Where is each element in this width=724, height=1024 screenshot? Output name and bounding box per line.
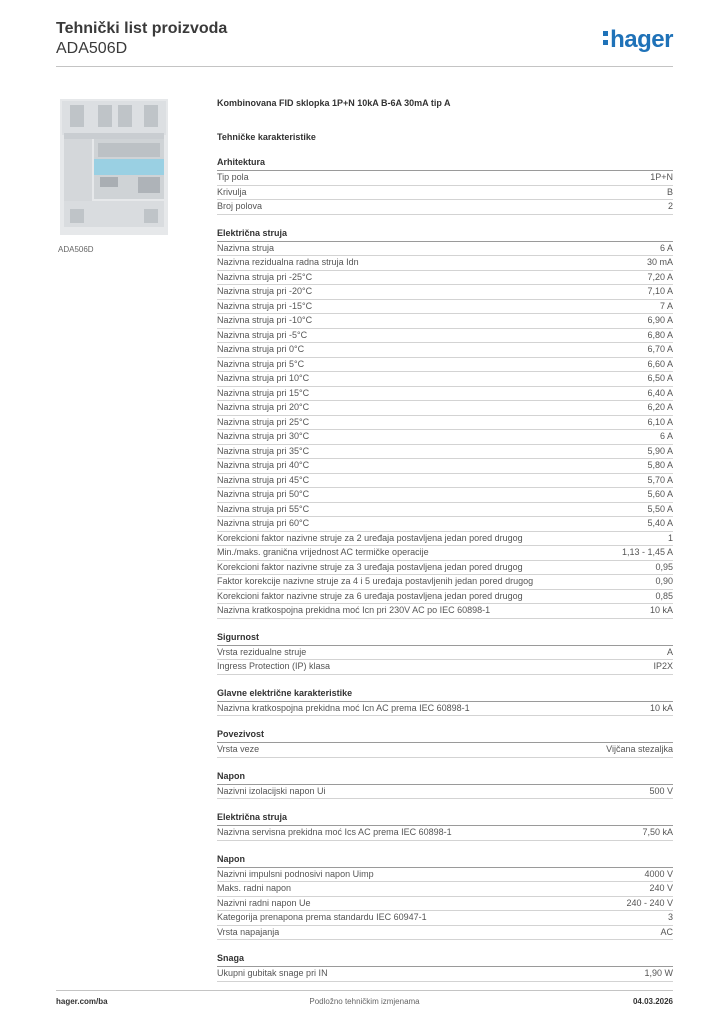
spec-label: Nazivna struja pri 60°C bbox=[217, 518, 310, 528]
spec-sections bbox=[217, 155, 673, 982]
spec-value: 1,90 W bbox=[644, 968, 673, 978]
spec-value: 7,10 A bbox=[647, 286, 673, 296]
spec-row bbox=[217, 660, 673, 675]
spec-label: Nazivna struja pri -25°C bbox=[217, 271, 313, 282]
spec-value: 6 A bbox=[659, 431, 673, 441]
spec-section bbox=[217, 769, 673, 800]
spec-value: B bbox=[666, 186, 673, 197]
spec-label: Nazivna struja bbox=[217, 242, 275, 253]
spec-row bbox=[217, 702, 673, 717]
spec-row bbox=[217, 401, 673, 416]
spec-row bbox=[217, 926, 673, 941]
spec-row bbox=[217, 590, 673, 605]
spec-label: Korekcioni faktor nazivne struje za 3 uređaja postavljena jedan pored drugog bbox=[217, 561, 523, 572]
spec-label: Ukupni gubitak snage pri IN bbox=[217, 968, 328, 978]
document-title: Tehnički list proizvoda bbox=[56, 20, 228, 37]
footer-website[interactable]: hager.com/ba bbox=[56, 997, 108, 1006]
spec-row bbox=[217, 474, 673, 489]
spec-label: Maks. radni napon bbox=[217, 883, 292, 893]
tech-section-title: Tehničke karakteristike bbox=[217, 132, 316, 142]
spec-row bbox=[217, 826, 673, 841]
spec-value: 5,40 A bbox=[647, 518, 673, 528]
spec-value: 0,90 bbox=[655, 576, 673, 586]
spec-label: Vrsta rezidualne struje bbox=[217, 646, 307, 657]
spec-label: Kategorija prenapona prema standardu IEC 60947-1 bbox=[217, 912, 427, 922]
spec-label: Krivulja bbox=[217, 186, 247, 197]
footer-divider bbox=[56, 990, 673, 991]
spec-value: 7 A bbox=[659, 300, 673, 311]
footer-note: Podložno tehničkim izmjenama bbox=[309, 997, 420, 1006]
product-code: ADA506D bbox=[56, 40, 128, 57]
spec-row bbox=[217, 532, 673, 547]
spec-value: 6,10 A bbox=[647, 416, 673, 427]
spec-label: Nazivni izolacijski napon Ui bbox=[217, 785, 326, 796]
section-title: Električna struja bbox=[217, 810, 673, 826]
spec-value: 3 bbox=[667, 912, 673, 922]
spec-row bbox=[217, 343, 673, 358]
logo-dots-icon bbox=[603, 31, 608, 45]
spec-label: Nazivna struja pri -20°C bbox=[217, 286, 313, 296]
spec-row bbox=[217, 358, 673, 373]
spec-label: Nazivna struja pri -15°C bbox=[217, 300, 313, 311]
page-header bbox=[56, 20, 673, 68]
spec-label: Nazivna struja pri 35°C bbox=[217, 445, 310, 456]
spec-value: 10 kA bbox=[649, 702, 673, 713]
spec-value: 0,95 bbox=[655, 561, 673, 572]
spec-value: 5,90 A bbox=[647, 445, 673, 456]
spec-label: Nazivna rezidualna radna struja Idn bbox=[217, 257, 359, 267]
spec-value: 5,50 A bbox=[647, 503, 673, 514]
spec-content bbox=[217, 96, 673, 982]
spec-value: Vijčana stezaljka bbox=[606, 744, 673, 754]
section-title: Napon bbox=[217, 769, 673, 785]
spec-row bbox=[217, 416, 673, 431]
spec-section bbox=[217, 686, 673, 717]
spec-section bbox=[217, 727, 673, 758]
spec-row bbox=[217, 897, 673, 912]
spec-label: Nazivna struja pri 25°C bbox=[217, 416, 310, 427]
spec-label: Faktor korekcije nazivne struje za 4 i 5 uređaja postavljenih jedan pored drugog bbox=[217, 576, 534, 586]
spec-row bbox=[217, 911, 673, 926]
spec-label: Nazivna kratkospojna prekidna moć Icn pri 230V AC po IEC 60898-1 bbox=[217, 605, 491, 615]
section-title: Sigurnost bbox=[217, 630, 673, 646]
spec-label: Nazivna struja pri 10°C bbox=[217, 373, 310, 383]
spec-label: Nazivna struja pri 50°C bbox=[217, 489, 310, 499]
section-title: Snaga bbox=[217, 951, 673, 967]
product-image bbox=[58, 97, 170, 237]
spec-value: A bbox=[666, 646, 673, 657]
spec-value: 5,60 A bbox=[647, 489, 673, 499]
spec-value: 6,20 A bbox=[647, 402, 673, 412]
spec-row bbox=[217, 314, 673, 329]
spec-row bbox=[217, 868, 673, 883]
logo-text: hager bbox=[610, 26, 673, 53]
spec-label: Nazivna struja pri 40°C bbox=[217, 460, 310, 470]
header-divider bbox=[56, 66, 673, 67]
spec-label: Nazivna struja pri -10°C bbox=[217, 315, 313, 325]
spec-row bbox=[217, 546, 673, 561]
spec-value: 6 A bbox=[659, 242, 673, 253]
spec-label: Nazivni impulsni podnosivi napon Uimp bbox=[217, 868, 374, 879]
spec-row bbox=[217, 488, 673, 503]
spec-row bbox=[217, 285, 673, 300]
spec-value: 240 V bbox=[649, 883, 673, 893]
section-title: Povezivost bbox=[217, 727, 673, 743]
spec-label: Nazivna struja pri 0°C bbox=[217, 344, 305, 354]
spec-value: 10 kA bbox=[649, 605, 673, 615]
spec-label: Nazivna struja pri 45°C bbox=[217, 474, 310, 485]
spec-label: Vrsta napajanja bbox=[217, 926, 280, 937]
section-title: Glavne električne karakteristike bbox=[217, 686, 673, 702]
spec-section bbox=[217, 630, 673, 675]
spec-row bbox=[217, 445, 673, 460]
spec-value: 1 bbox=[667, 532, 673, 543]
brand-logo bbox=[603, 26, 673, 54]
spec-row bbox=[217, 300, 673, 315]
spec-row bbox=[217, 200, 673, 215]
spec-value: 6,70 A bbox=[647, 344, 673, 354]
spec-label: Nazivna struja pri 20°C bbox=[217, 402, 310, 412]
spec-row bbox=[217, 743, 673, 758]
spec-value: 2 bbox=[667, 201, 673, 211]
spec-value: 4000 V bbox=[644, 868, 673, 879]
spec-value: 1,13 - 1,45 A bbox=[621, 547, 673, 557]
section-title: Električna struja bbox=[217, 226, 673, 242]
spec-row bbox=[217, 387, 673, 402]
spec-label: Nazivna kratkospojna prekidna moć Icn AC prema IEC 60898-1 bbox=[217, 702, 470, 713]
spec-row bbox=[217, 186, 673, 201]
spec-value: 6,40 A bbox=[647, 387, 673, 398]
spec-label: Nazivna struja pri 55°C bbox=[217, 503, 310, 514]
spec-value: 30 mA bbox=[646, 257, 673, 267]
spec-value: 5,70 A bbox=[647, 474, 673, 485]
spec-row bbox=[217, 575, 673, 590]
spec-section bbox=[217, 810, 673, 841]
spec-row bbox=[217, 430, 673, 445]
spec-label: Vrsta veze bbox=[217, 744, 260, 754]
section-title: Napon bbox=[217, 852, 673, 868]
spec-row bbox=[217, 242, 673, 257]
spec-row bbox=[217, 561, 673, 576]
spec-label: Broj polova bbox=[217, 201, 263, 211]
breaker-icon bbox=[58, 97, 170, 237]
page-footer bbox=[56, 997, 673, 1011]
spec-value: 1P+N bbox=[650, 172, 673, 182]
spec-label: Tip pola bbox=[217, 172, 249, 182]
footer-date: 04.03.2026 bbox=[632, 997, 673, 1006]
spec-row bbox=[217, 256, 673, 271]
spec-section bbox=[217, 951, 673, 982]
spec-value: IP2X bbox=[653, 661, 673, 671]
spec-label: Korekcioni faktor nazivne struje za 2 uređaja postavljena jedan pored drugog bbox=[217, 532, 523, 543]
image-caption: ADA506D bbox=[58, 245, 94, 254]
spec-row bbox=[217, 372, 673, 387]
spec-row bbox=[217, 329, 673, 344]
spec-value: 6,60 A bbox=[647, 358, 673, 369]
spec-label: Nazivni radni napon Ue bbox=[217, 897, 311, 908]
spec-value: 6,80 A bbox=[647, 329, 673, 340]
spec-row bbox=[217, 517, 673, 532]
section-title: Arhitektura bbox=[217, 155, 673, 171]
product-name: Kombinovana FID sklopka 1P+N 10kA B-6A 30mA tip A bbox=[217, 98, 451, 108]
spec-row bbox=[217, 271, 673, 286]
spec-value: 7,20 A bbox=[647, 271, 673, 282]
spec-section bbox=[217, 155, 673, 215]
spec-row bbox=[217, 646, 673, 661]
spec-label: Nazivna struja pri 15°C bbox=[217, 387, 310, 398]
spec-row bbox=[217, 503, 673, 518]
spec-label: Nazivna struja pri -5°C bbox=[217, 329, 308, 340]
spec-label: Nazivna struja pri 5°C bbox=[217, 358, 305, 369]
spec-row bbox=[217, 459, 673, 474]
spec-row bbox=[217, 785, 673, 800]
spec-label: Nazivna struja pri 30°C bbox=[217, 431, 310, 441]
spec-label: Nazivna servisna prekidna moć Ics AC prema IEC 60898-1 bbox=[217, 827, 452, 837]
spec-label: Korekcioni faktor nazivne struje za 6 uređaja postavljena jedan pored drugog bbox=[217, 590, 523, 601]
spec-value: AC bbox=[660, 926, 673, 937]
spec-label: Min./maks. granična vrijednost AC termičke operacije bbox=[217, 547, 429, 557]
spec-value: 240 - 240 V bbox=[626, 897, 673, 908]
spec-row bbox=[217, 604, 673, 619]
spec-value: 7,50 kA bbox=[642, 827, 673, 837]
spec-section bbox=[217, 226, 673, 619]
spec-value: 0,85 bbox=[655, 590, 673, 601]
spec-row bbox=[217, 882, 673, 897]
spec-value: 5,80 A bbox=[647, 460, 673, 470]
spec-label: Ingress Protection (IP) klasa bbox=[217, 661, 331, 671]
spec-value: 500 V bbox=[649, 785, 673, 796]
spec-row bbox=[217, 171, 673, 186]
spec-value: 6,90 A bbox=[647, 315, 673, 325]
spec-value: 6,50 A bbox=[647, 373, 673, 383]
spec-section bbox=[217, 852, 673, 941]
spec-row bbox=[217, 967, 673, 982]
